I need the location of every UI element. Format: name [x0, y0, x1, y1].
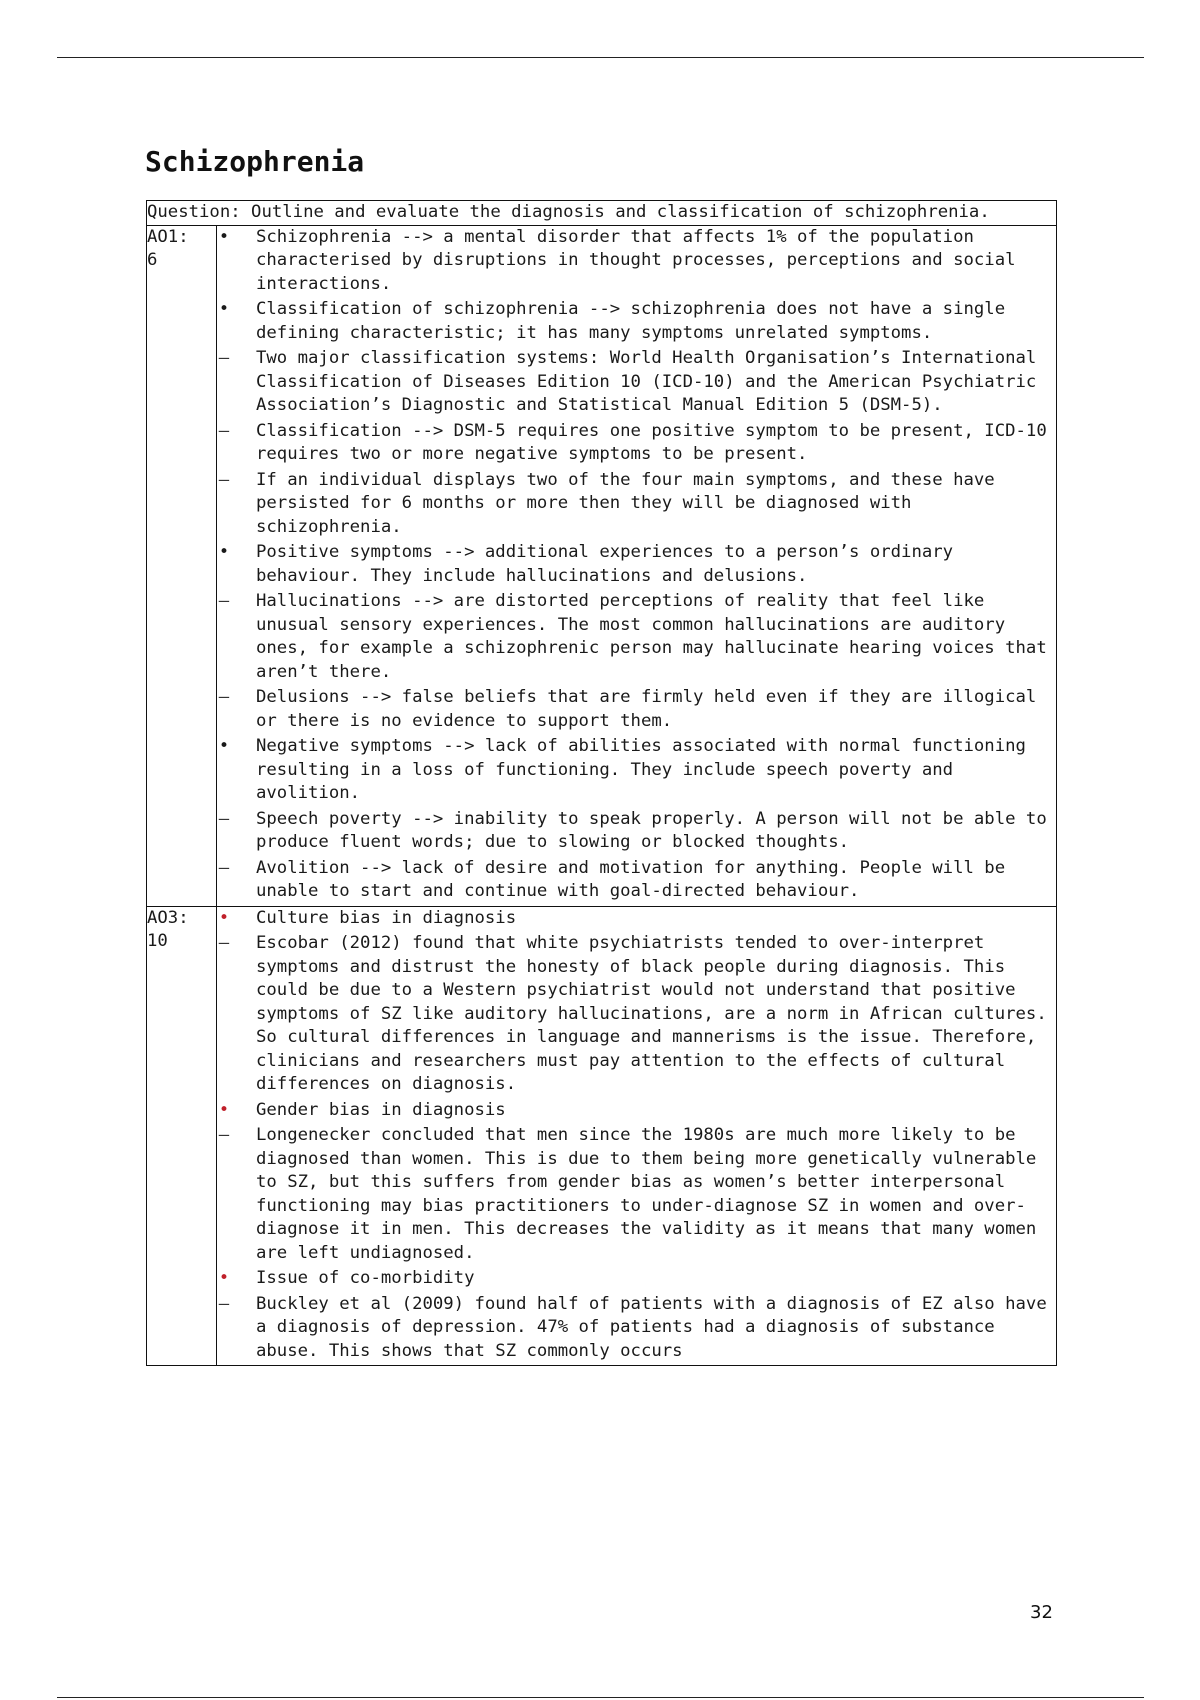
- bullet-marker-icon: •: [218, 736, 230, 756]
- question-table: [146, 200, 1057, 1366]
- bullet-marker-icon: •: [218, 542, 230, 562]
- question-row: [147, 201, 1057, 226]
- sub-point: [217, 420, 1056, 467]
- bullet-point: [217, 1099, 1056, 1123]
- bullet-point: [217, 226, 1056, 297]
- dash-marker-icon: –: [218, 420, 230, 441]
- ao1-row: [147, 225, 1057, 906]
- list-item-text: Classification of schizophrenia --> schizophrenia does not have a single defining characteristic; it has many symptoms unrelated symptoms.: [256, 299, 1006, 343]
- list-item-text: Positive symptoms --> additional experiences to a person’s ordinary behaviour. They include hallucinations and delusions.: [256, 542, 954, 586]
- bullet-marker-icon: •: [218, 1268, 230, 1288]
- dash-marker-icon: –: [218, 469, 230, 490]
- header-rule: [57, 57, 1144, 58]
- dash-marker-icon: –: [218, 808, 230, 829]
- question-text: Question: Outline and evaluate the diagnosis and classification of schizophrenia.: [147, 201, 1057, 226]
- list-item-text: Schizophrenia --> a mental disorder that affects 1% of the population characterised by disruptions in thought processes, perceptions and social interactions.: [256, 226, 1016, 294]
- sub-point: [217, 932, 1056, 1097]
- bullet-point: [217, 1267, 1056, 1291]
- list-item-text: If an individual displays two of the four main symptoms, and these have persisted for 6 months or more then they will be diagnosed with schizophrenia.: [256, 469, 995, 537]
- ao1-content: [217, 225, 1057, 906]
- list-item-text: Culture bias in diagnosis: [256, 907, 517, 928]
- list-item-text: Escobar (2012) found that white psychiatrists tended to over-interpret symptoms and distrust the honesty of black people during diagnosis. This could be due to a Western psychiatrist would not understand that positive symptoms of SZ like auditory hallucinations, are a norm in African cultures. So cultural differences in language and mannerisms is the issue. Therefore, clinicians and researchers must pay attention to the effects of cultural differences on diagnosis.: [256, 933, 1047, 1094]
- list-item-text: Classification --> DSM-5 requires one positive symptom to be present, ICD-10 requires two or more negative symptoms to be present.: [256, 420, 1047, 464]
- dash-marker-icon: –: [218, 1293, 230, 1314]
- sub-point: [217, 469, 1056, 540]
- ao1-label: AO1: 6: [147, 225, 217, 906]
- list-item-text: Issue of co-morbidity: [256, 1268, 475, 1288]
- sub-point: [217, 1124, 1056, 1265]
- footer-rule: [57, 1697, 1144, 1698]
- sub-point: [217, 1293, 1056, 1364]
- list-item-text: Negative symptoms --> lack of abilities associated with normal functioning resulting in a loss of functioning. They include speech poverty and avolition.: [256, 736, 1026, 803]
- list-item-text: Gender bias in diagnosis: [256, 1099, 506, 1120]
- list-item-text: Hallucinations --> are distorted perceptions of reality that feel like unusual sensory experiences. The most common hallucinations are auditory ones, for example a schizophrenic person may hallucinate hearing voices that aren’t there.: [256, 591, 1047, 682]
- page-number: 32: [1030, 1602, 1053, 1623]
- list-item-text: Delusions --> false beliefs that are firmly held even if they are illogical or there is no evidence to support them.: [256, 687, 1037, 731]
- sub-point: [217, 857, 1056, 904]
- dash-marker-icon: –: [218, 348, 230, 368]
- list-item-text: Buckley et al (2009) found half of patients with a diagnosis of EZ also have a diagnosis of depression. 47% of patients had a diagnosis of substance abuse. This shows that SZ commonly occurs: [256, 1293, 1047, 1361]
- bullet-point: [217, 907, 1056, 931]
- page-title: Schizophrenia: [145, 145, 365, 178]
- bullet-point: [217, 735, 1056, 806]
- bullet-marker-icon: •: [218, 907, 230, 928]
- sub-point: [217, 347, 1056, 418]
- ao3-label: AO3: 10: [147, 906, 217, 1366]
- ao3-content: [217, 906, 1057, 1366]
- bullet-marker-icon: •: [218, 226, 230, 247]
- bullet-marker-icon: •: [218, 1099, 230, 1120]
- ao3-list: [217, 907, 1056, 1364]
- list-item-text: Avolition --> lack of desire and motivation for anything. People will be unable to start and continue with goal-directed behaviour.: [256, 857, 1006, 901]
- dash-marker-icon: –: [218, 687, 230, 707]
- bullet-point: [217, 298, 1056, 345]
- list-item-text: Speech poverty --> inability to speak properly. A person will not be able to produce fluent words; due to slowing or blocked thoughts.: [256, 808, 1047, 852]
- sub-point: [217, 686, 1056, 733]
- dash-marker-icon: –: [218, 933, 230, 953]
- bullet-point: [217, 541, 1056, 588]
- ao3-row: [147, 906, 1057, 1366]
- dash-marker-icon: –: [218, 1125, 230, 1145]
- list-item-text: Longenecker concluded that men since the 1980s are much more likely to be diagnosed than women. This is due to them being more genetically vulnerable to SZ, but this suffers from gender bias as women’s better interpersonal functioning may bias practitioners to under-diagnose SZ in women and over-diagnose it in men. This decreases the validity as it means that many women are left undiagnosed.: [256, 1125, 1037, 1263]
- sub-point: [217, 808, 1056, 855]
- ao1-list: [217, 226, 1056, 904]
- sub-point: [217, 590, 1056, 684]
- bullet-marker-icon: •: [218, 299, 230, 319]
- dash-marker-icon: –: [218, 857, 230, 878]
- dash-marker-icon: –: [218, 591, 230, 611]
- list-item-text: Two major classification systems: World Health Organisation’s International Classification of Diseases Edition 10 (ICD-10) and the American Psychiatric Association’s Diagnostic and Statistical Manual Edition 5 (DSM-5).: [256, 348, 1037, 415]
